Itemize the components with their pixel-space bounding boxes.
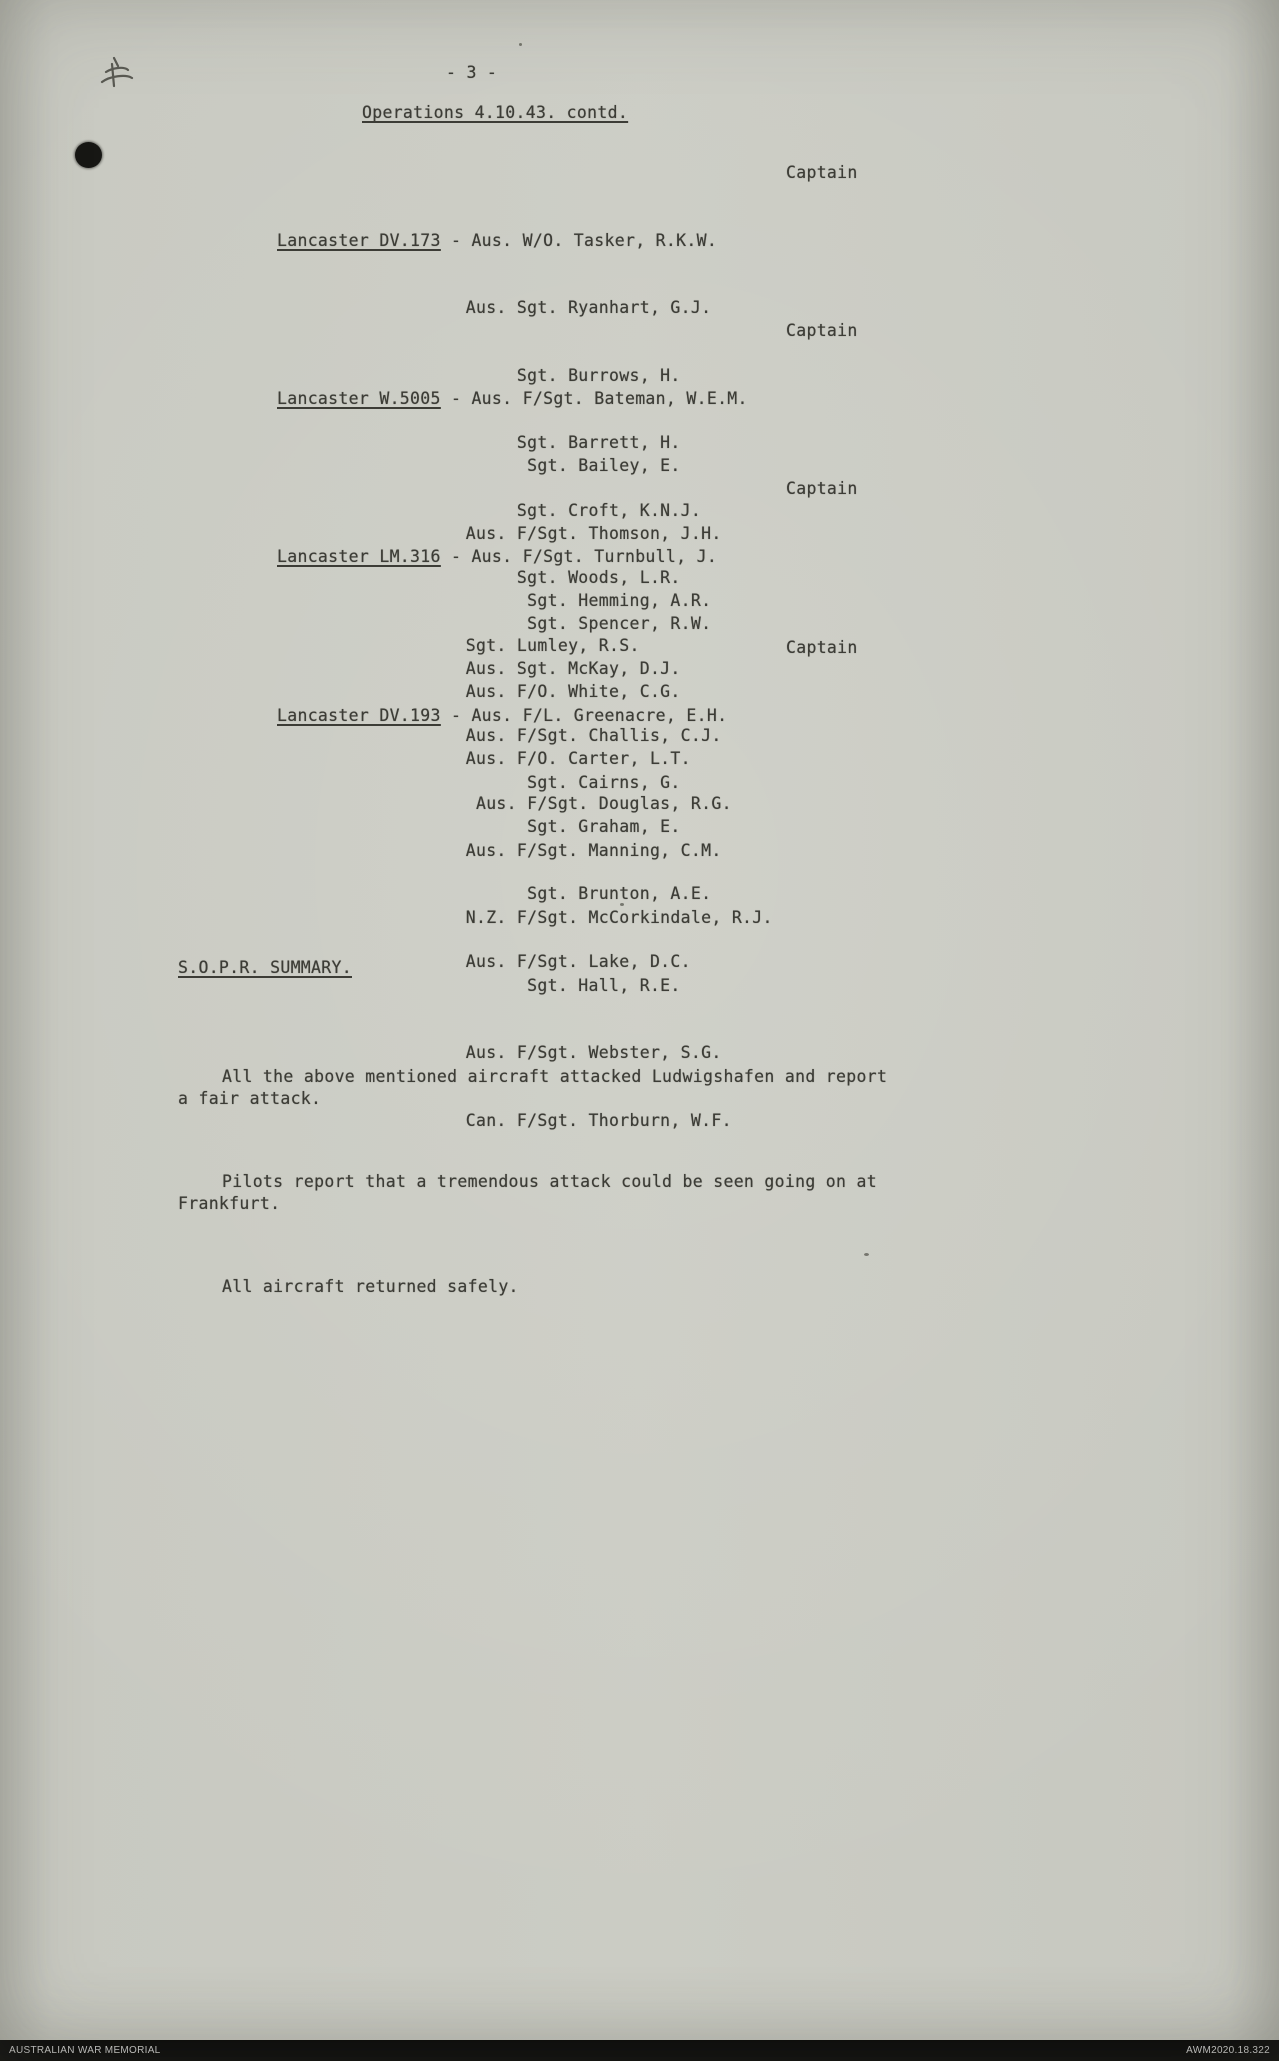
hole-punch-mark [75, 142, 102, 168]
summary-paragraph: Pilots report that a tremendous attack could be seen going on at Frankfurt. [178, 1171, 877, 1213]
crew-member: Sgt. Hemming, A.R. [465, 591, 712, 610]
paper-speck [519, 43, 522, 46]
crew-member: Aus. F/Sgt. Challis, C.J. [465, 726, 722, 745]
crew-member: Aus. F/Sgt. Manning, C.M. [465, 840, 722, 860]
crew-member: Aus. F/Sgt. Bateman, W.E.M. [471, 388, 748, 408]
sopr-summary-section [178, 912, 918, 1343]
crew-member: Sgt. Brunton, A.E. [465, 884, 712, 903]
page-number: - 3 - [446, 63, 498, 82]
crew-member: Aus. W/O. Tasker, R.K.W. [471, 230, 718, 250]
crew-member: Aus. Sgt. Ryanhart, G.J. [465, 298, 712, 317]
crew-member: Sgt. Barrett, H. [465, 433, 681, 452]
crew-member: Sgt. Croft, K.N.J. [465, 500, 702, 520]
captain-label: Captain [786, 321, 858, 340]
crew-member: Aus. F/Sgt. Webster, S.G. [465, 1043, 722, 1062]
captain-label: Captain [786, 163, 858, 182]
pencil-mark [84, 52, 140, 104]
captain-label: Captain [786, 638, 858, 657]
aircraft-name: Lancaster DV.193 [277, 705, 441, 725]
aircraft-header-line [277, 705, 1197, 728]
crew-member: Sgt. Graham, E. [465, 816, 681, 836]
crew-member: Aus. Sgt. McKay, D.J. [465, 658, 681, 678]
captain-label: Captain [786, 479, 858, 498]
aircraft-header-line [277, 388, 1197, 411]
crew-member: Aus. F/Sgt. Thomson, J.H. [465, 523, 722, 543]
crew-member: N.Z. F/Sgt. McCorkindale, R.J. [465, 908, 773, 927]
crew-member: Aus. F/L. Greenacre, E.H. [471, 705, 728, 725]
summary-paragraph: All the above mentioned aircraft attacked Ludwigshafen and report a fair attack. [178, 1066, 888, 1108]
summary-heading: S.O.P.R. SUMMARY. [178, 958, 352, 977]
aircraft-name: Lancaster DV.173 [277, 230, 441, 250]
footer-bar [0, 2040, 1279, 2061]
footer-catalogue-number: AWM2020.18.322 [1186, 2045, 1270, 2056]
crew-member: Sgt. Burrows, H. [465, 365, 681, 385]
separator: - [440, 388, 472, 408]
crew-member: Sgt. Woods, L.R. [465, 568, 681, 587]
aircraft-name: Lancaster W.5005 [277, 388, 441, 408]
crew-member: Aus. F/O. White, C.G. [465, 681, 681, 701]
crew-member: Sgt. Lumley, R.S. [465, 635, 640, 655]
crew-member: Aus. F/Sgt. Turnbull, J. [471, 546, 718, 566]
aircraft-header-line [277, 546, 1197, 569]
aircraft-header-line [277, 230, 1197, 253]
crew-member: Can. F/Sgt. Thorburn, W.F. [465, 1110, 732, 1130]
crew-member: Sgt. Bailey, E. [465, 456, 681, 475]
summary-paragraph: All aircraft returned safely. [222, 1276, 519, 1296]
crew-member: Sgt. Cairns, G. [465, 773, 681, 792]
crew-member: Aus. F/Sgt. Douglas, R.G. [465, 793, 732, 813]
separator: - [440, 705, 472, 725]
crew-member: Sgt. Hall, R.E. [465, 975, 681, 995]
separator: - [440, 230, 472, 250]
doc-title: Operations 4.10.43. contd. [362, 103, 629, 122]
crew-member: Aus. F/Sgt. Lake, D.C. [465, 951, 691, 971]
separator: - [440, 546, 472, 566]
footer-institution: AUSTRALIAN WAR MEMORIAL [9, 2045, 161, 2056]
aircraft-name: Lancaster LM.316 [277, 546, 441, 566]
crew-member: Sgt. Spencer, R.W. [465, 614, 712, 633]
crew-member: Aus. F/O. Carter, L.T. [465, 749, 691, 768]
